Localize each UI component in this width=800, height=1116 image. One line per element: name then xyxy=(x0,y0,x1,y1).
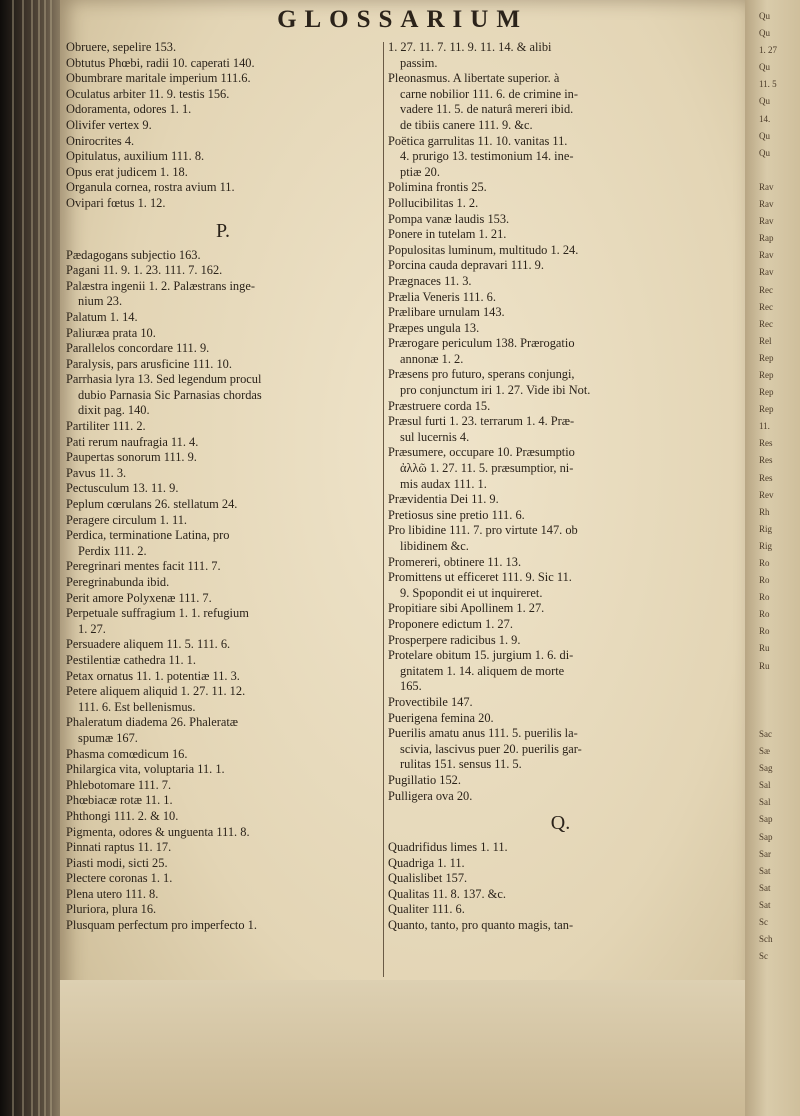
facing-page-fragment: Res xyxy=(759,438,773,449)
glossary-entry: Piasti modi, sicti 25. xyxy=(66,855,168,870)
facing-page-fragment: Sat xyxy=(759,899,771,910)
glossary-entry: Quadrifidus limes 1. 11. xyxy=(388,840,508,855)
page-title: GLOSSARIUM xyxy=(277,6,528,33)
facing-page-fragment: Rh xyxy=(759,506,770,517)
glossary-entry: Philargica vita, voluptaria 11. 1. xyxy=(66,762,225,777)
facing-page-fragment: Ro xyxy=(759,575,770,586)
glossary-entry: Petax ornatus 11. 1. potentiæ 11. 3. xyxy=(66,668,240,683)
facing-page-fragment: Qu xyxy=(759,62,770,73)
glossary-entry: Perdica, terminatione Latina, pro Perdix 111. 2. xyxy=(66,528,230,558)
facing-page-fragment: Rav xyxy=(759,267,774,278)
glossary-entry: Poëtica garrulitas 11. 10. vanitas 11. 4. prurigo 13. testimonium 14. ine- ptiæ 20. xyxy=(388,133,574,179)
glossary-entry: Pretiosus sine pretio 111. 6. xyxy=(388,507,525,522)
glossary-entry: Pestilentiæ cathedra 11. 1. xyxy=(66,652,196,667)
facing-page-fragment: Sc xyxy=(759,916,768,927)
glossary-entry: Paupertas sonorum 111. 9. xyxy=(66,450,197,465)
facing-page-fragment: Ru xyxy=(759,643,770,654)
glossary-entry: 1. 27. 11. 7. 11. 9. 11. 14. & alibi passim. xyxy=(388,40,552,70)
facing-page-fragment: Rav xyxy=(759,199,774,210)
facing-page-fragment: Sch xyxy=(759,934,773,945)
glossary-entry: Plena utero 111. 8. xyxy=(66,886,159,901)
facing-page-fragment: Rec xyxy=(759,284,773,295)
glossary-entry: Palæstra ingenii 1. 2. Palæstrans inge- nium 23. xyxy=(66,278,255,309)
glossary-entry: Phasma comœdicum 16. xyxy=(66,746,188,761)
glossary-entry: Populositas luminum, multitudo 1. 24. xyxy=(388,242,579,257)
glossary-entry: Pædagogans subjectio 163. xyxy=(66,247,201,262)
facing-page-fragment: Rev xyxy=(759,489,774,500)
facing-page-fragment: Ro xyxy=(759,558,770,568)
glossary-entry: Olivifer vertex 9. xyxy=(66,117,152,132)
glossary-entry: Prævidentia Dei 11. 9. xyxy=(388,492,499,507)
facing-page-fragment: Qu xyxy=(759,28,770,39)
book-page xyxy=(60,0,745,1116)
facing-page-edge xyxy=(745,0,800,1116)
glossary-entry: Peplum cœrulans 26. stellatum 24. xyxy=(66,497,238,512)
facing-page-fragment: Sac xyxy=(759,728,772,739)
glossary-entry: Parrhasia lyra 13. Sed legendum procul dubio Parnasia Sic Parnasias chordas dixit pag. 140. xyxy=(66,372,262,418)
facing-page-fragment: Rep xyxy=(759,369,774,380)
glossary-entry: Obumbrare maritale imperium 111.6. xyxy=(66,71,251,86)
glossary-entry: Pigmenta, odores & unguenta 111. 8. xyxy=(66,824,250,839)
facing-page-fragment: 11. 5 xyxy=(759,79,777,90)
facing-page-fragment: Sal xyxy=(759,780,771,791)
facing-page-fragment: Sæ xyxy=(759,746,771,757)
glossary-entry: Odoramenta, odores 1. 1. xyxy=(66,102,192,117)
glossary-entry: Præstruere corda 15. xyxy=(388,398,491,413)
glossary-entry: Præsumere, occupare 10. Præsumptio ἀλλῶ 1. 27. 11. 5. præsumptior, ni- mis audax 111. 1. xyxy=(388,445,575,491)
glossary-entry: Phthongi 111. 2. & 10. xyxy=(66,808,179,823)
letter-heading-p: P. xyxy=(216,219,230,242)
facing-page-fragment xyxy=(759,692,800,709)
glossary-entry: Prærogare periculum 138. Prærogatio annonæ 1. 2. xyxy=(388,336,575,366)
facing-page-fragment: Rig xyxy=(759,523,773,534)
glossary-entry: Plusquam perfectum pro imperfecto 1. xyxy=(66,918,257,933)
facing-page-fragment: 11. xyxy=(759,421,770,432)
glossary-entry: Qualitas 11. 8. 137. &c. xyxy=(388,886,506,901)
glossary-entry: Præsens pro futuro, sperans conjungi, pro conjunctum iri 1. 27. Vide ibi Not. xyxy=(388,367,591,398)
facing-page-fragment xyxy=(759,709,800,726)
facing-page-fragment: Ro xyxy=(759,626,770,637)
glossary-entry: Pluriora, plura 16. xyxy=(66,902,157,917)
facing-page-fragment: Rec xyxy=(759,301,773,312)
facing-page-fragment: Sal xyxy=(759,797,771,808)
facing-page-fragment: Rep xyxy=(759,404,774,415)
right-entries-q xyxy=(388,840,733,934)
facing-page-fragment: Rec xyxy=(759,318,773,329)
facing-page-fragment: Rav xyxy=(759,216,774,227)
facing-page-fragment: Qu xyxy=(759,130,770,141)
glossary-entry: Præpes ungula 13. xyxy=(388,320,480,335)
glossary-entry: Porcina cauda depravari 111. 9. xyxy=(388,258,544,273)
right-column xyxy=(388,40,733,934)
facing-page-fragment: Sar xyxy=(759,848,771,859)
glossary-entry: Quadriga 1. 11. xyxy=(388,855,465,870)
right-entries-p xyxy=(388,40,733,804)
glossary-entry: Oculatus arbiter 11. 9. testis 156. xyxy=(66,86,230,101)
glossary-entry: Promereri, obtinere 11. 13. xyxy=(388,554,522,569)
facing-page-fragment: Sap xyxy=(759,831,773,842)
facing-page-fragments xyxy=(745,0,800,965)
glossary-entry: Pavus 11. 3. xyxy=(66,465,127,480)
letter-heading-q: Q. xyxy=(550,812,571,835)
left-entries-p xyxy=(66,248,380,934)
glossary-entry: Plectere coronas 1. 1. xyxy=(66,871,173,886)
glossary-entry: Præsul furti 1. 23. terrarum 1. 4. Præ- sul lucernis 4. xyxy=(388,414,575,444)
glossary-entry: Paralysis, pars arusficine 111. 10. xyxy=(66,356,232,371)
facing-page-fragment: Qu xyxy=(759,96,770,107)
glossary-entry: Obruere, sepelire 153. xyxy=(66,40,177,54)
glossary-entry: Phlebotomare 111. 7. xyxy=(66,777,172,792)
glossary-entry: Provectibile 147. xyxy=(388,694,473,709)
glossary-entry: Propitiare sibi Apollinem 1. 27. xyxy=(388,601,545,616)
glossary-entry: Persuadere aliquem 11. 5. 111. 6. xyxy=(66,637,231,652)
facing-page-fragment: Qu xyxy=(759,11,770,21)
facing-page-fragment: Rap xyxy=(759,233,774,244)
glossary-entry: Peregrinabunda ibid. xyxy=(66,575,170,589)
facing-page-fragment xyxy=(759,162,800,179)
page-lower-margin xyxy=(60,980,745,1116)
glossary-entry: Palatum 1. 14. xyxy=(66,309,138,324)
facing-page-fragment: 1. 27 xyxy=(759,45,777,56)
glossary-entry: Prosperpere radicibus 1. 9. xyxy=(388,632,521,647)
glossary-entry: Pulligera ova 20. xyxy=(388,788,473,803)
facing-page-fragment: Ro xyxy=(759,609,770,620)
facing-page-fragment: Sat xyxy=(759,865,771,876)
left-column xyxy=(66,40,380,934)
glossary-entry: Phœbiacæ rotæ 11. 1. xyxy=(66,793,173,808)
glossary-entry: Obtutus Phœbi, radii 10. caperati 140. xyxy=(66,55,255,70)
glossary-entry: Pagani 11. 9. 1. 23. 111. 7. 162. xyxy=(66,263,223,278)
left-entries-o xyxy=(66,40,380,212)
facing-page-fragment: Rav xyxy=(759,250,774,261)
glossary-entry: Perit amore Polyxenæ 111. 7. xyxy=(66,590,212,605)
glossary-entry: Protelare obitum 15. jurgium 1. 6. di- gnitatem 1. 14. aliquem de morte 165. xyxy=(388,648,574,694)
facing-page-fragment xyxy=(759,675,800,692)
glossary-entry: Peragere circulum 1. 11. xyxy=(66,512,187,527)
facing-page-fragment: Sat xyxy=(759,882,771,893)
facing-page-fragment: 14. xyxy=(759,113,771,124)
glossary-entry: Ponere in tutelam 1. 21. xyxy=(388,227,507,242)
facing-page-fragment: Rig xyxy=(759,540,773,551)
glossary-entry: Qualislibet 157. xyxy=(388,871,468,886)
facing-page-fragment: Res xyxy=(759,472,773,483)
facing-page-fragment: Rep xyxy=(759,352,774,363)
glossary-entry: Pleonasmus. A libertate superior. à carne nobilior 111. 6. de crimine in- vadere 11. 5. de naturâ mereri ibid. de tibiis canere 111. 9. &c. xyxy=(388,71,578,132)
facing-page-fragment: Qu xyxy=(759,147,770,158)
glossary-entry: Ovipari fœtus 1. 12. xyxy=(66,195,166,210)
glossary-entry: Polimina frontis 25. xyxy=(388,180,487,195)
facing-page-fragment: Rav xyxy=(759,181,774,192)
glossary-entry: Organula cornea, rostra avium 11. xyxy=(66,180,235,195)
glossary-entry: Phaleratum diadema 26. Phaleratæ spumæ 167. xyxy=(66,715,239,745)
glossary-entry: Puerilis amatu anus 111. 5. puerilis la- scivia, lascivus puer 20. puerilis gar- rulitas 151. sensus 11. 5. xyxy=(388,726,582,772)
glossary-entry: Quanto, tanto, pro quanto magis, tan- xyxy=(388,918,574,933)
book-spine-shadow xyxy=(0,0,60,1116)
glossary-entry: Perpetuale suffragium 1. 1. refugium 1. 27. xyxy=(66,606,249,636)
glossary-entry: Pro libidine 111. 7. pro virtute 147. ob libidinem &c. xyxy=(388,523,578,553)
glossary-entry: Parallelos concordare 111. 9. xyxy=(66,341,210,356)
facing-page-fragment: Sag xyxy=(759,763,773,774)
glossary-entry: Opus erat judicem 1. 18. xyxy=(66,164,188,179)
glossary-entry: Pompa vanæ laudis 153. xyxy=(388,211,510,226)
glossary-entry: Pectusculum 13. 11. 9. xyxy=(66,481,179,496)
glossary-entry: Pati rerum naufragia 11. 4. xyxy=(66,434,199,449)
glossary-entry: Pinnati raptus 11. 17. xyxy=(66,840,172,855)
glossary-entry: Partiliter 111. 2. xyxy=(66,419,146,434)
glossary-entry: Promittens ut efficeret 111. 9. Sic 11. 9. Spopondit ei ut inquireret. xyxy=(388,570,572,600)
facing-page-fragment: Rep xyxy=(759,387,774,398)
glossary-entry: Prælibare urnulam 143. xyxy=(388,305,505,320)
facing-page-fragment: Ro xyxy=(759,592,770,603)
facing-page-fragment: Ru xyxy=(759,660,770,671)
glossary-entry: Onirocrites 4. xyxy=(66,133,135,148)
column-divider xyxy=(383,42,384,977)
glossary-entry: Paliuræa prata 10. xyxy=(66,325,156,340)
glossary-entry: Petere aliquem aliquid 1. 27. 11. 12. 111. 6. Est bellenismus. xyxy=(66,684,246,714)
glossary-entry: Puerigena femina 20. xyxy=(388,710,494,725)
facing-page-fragment: Res xyxy=(759,455,773,466)
glossary-entry: Qualiter 111. 6. xyxy=(388,902,465,917)
facing-page-fragment: Sap xyxy=(759,814,773,825)
glossary-entry: Proponere edictum 1. 27. xyxy=(388,616,513,631)
facing-page-fragment: Rel xyxy=(759,335,772,346)
glossary-entry: Prægnaces 11. 3. xyxy=(388,273,472,288)
glossary-entry: Opitulatus, auxilium 111. 8. xyxy=(66,149,205,164)
facing-page-fragment: Sc xyxy=(759,951,768,962)
glossary-entry: Pugillatio 152. xyxy=(388,772,461,787)
glossary-entry: Pollucibilitas 1. 2. xyxy=(388,195,479,210)
glossary-entry: Peregrinari mentes facit 111. 7. xyxy=(66,559,221,574)
glossary-entry: Prælia Veneris 111. 6. xyxy=(388,289,496,304)
